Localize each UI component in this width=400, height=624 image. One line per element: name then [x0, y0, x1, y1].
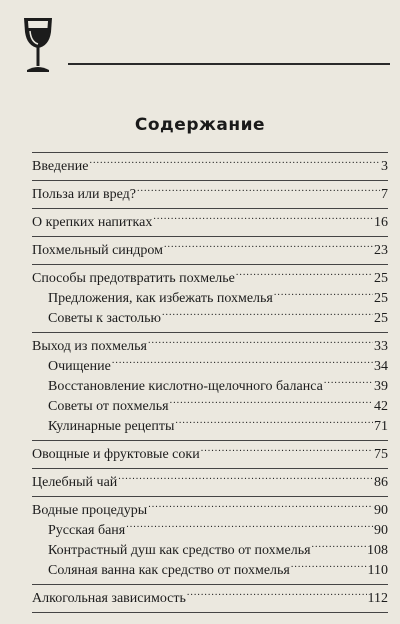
toc-entry: [32, 268, 388, 288]
toc-entry: [32, 336, 388, 356]
dot-leader: [274, 288, 373, 302]
toc-entry-label: Водные процедуры: [32, 503, 148, 518]
dot-leader: [89, 156, 380, 170]
toc-section: [32, 209, 388, 237]
toc-section: [32, 333, 388, 441]
toc-page-number: 90: [374, 503, 388, 518]
dot-leader: [312, 540, 366, 554]
toc-section: [32, 469, 388, 497]
toc-subentry: [32, 396, 388, 416]
toc-entry-label: Алкогольная зависимость: [32, 591, 186, 606]
toc-entry-label: Выход из похмелья: [32, 339, 147, 354]
header-rule: [68, 63, 390, 65]
dot-leader: [162, 308, 373, 322]
toc-entry: [32, 240, 388, 260]
toc-subentry: [32, 356, 388, 376]
toc-page-number: 34: [374, 359, 388, 374]
toc-entry-label: Похмельный синдром: [32, 243, 164, 258]
wine-glass-icon: [20, 14, 56, 76]
toc-section: [32, 497, 388, 585]
dot-leader: [236, 268, 373, 282]
toc-page-number: 16: [374, 215, 388, 230]
toc-page-number: 90: [374, 523, 388, 538]
toc-subentry: [32, 416, 388, 436]
toc-section: [32, 237, 388, 265]
toc-entry-label: Способы предотвратить похмелье: [32, 271, 235, 286]
toc-entry-label: О крепких напитках: [32, 215, 153, 230]
toc-subentry: [32, 376, 388, 396]
toc-page-number: 71: [374, 419, 388, 434]
toc-entry-label: Польза или вред?: [32, 187, 136, 202]
toc-entry-label: Целебный чай: [32, 475, 118, 490]
dot-leader: [291, 560, 367, 574]
toc-page-number: 25: [374, 271, 388, 286]
toc-page-number: 7: [381, 187, 388, 202]
dot-leader: [118, 472, 373, 486]
dot-leader: [187, 588, 367, 602]
toc-page-number: 112: [367, 591, 388, 606]
toc-entry-label: Предложения, как избежать похмелья: [48, 291, 273, 306]
toc-entry-label: Кулинарные рецепты: [48, 419, 175, 434]
toc-entry: [32, 588, 388, 608]
dot-leader: [175, 416, 373, 430]
toc-entry-label: Очищение: [48, 359, 111, 374]
dot-leader: [170, 396, 373, 410]
toc-entry-label: Овощные и фруктовые соки: [32, 447, 200, 462]
toc-section: [32, 441, 388, 469]
toc-entry-label: Советы к застолью: [48, 311, 161, 326]
toc-entry: [32, 500, 388, 520]
toc-entry-label: Русская баня: [48, 523, 126, 538]
toc-subentry: [32, 560, 388, 580]
toc-section: [32, 181, 388, 209]
toc-entry-label: Советы от похмелья: [48, 399, 169, 414]
toc-entry-label: Контрастный душ как средство от похмелья: [48, 543, 311, 558]
toc-entry-label: Введение: [32, 159, 89, 174]
toc-section: [32, 265, 388, 333]
toc-page-number: 110: [367, 563, 388, 578]
dot-leader: [137, 184, 380, 198]
toc-entry: [32, 444, 388, 464]
toc-page-number: 42: [374, 399, 388, 414]
toc-subentry: [32, 308, 388, 328]
dot-leader: [164, 240, 373, 254]
dot-leader: [112, 356, 373, 370]
toc-subentry: [32, 288, 388, 308]
toc-entry-label: Восстановление кислотно-щелочного баланса: [48, 379, 323, 394]
toc-page-number: 108: [367, 543, 388, 558]
toc-page-number: 33: [374, 339, 388, 354]
dot-leader: [324, 376, 373, 390]
toc-entry: [32, 472, 388, 492]
contents-title: Содержание: [134, 115, 266, 135]
toc-page-number: 39: [374, 379, 388, 394]
dot-leader: [126, 520, 373, 534]
toc-subentry: [32, 540, 388, 560]
dot-leader: [148, 500, 373, 514]
toc-page-number: 75: [374, 447, 388, 462]
toc-entry: [32, 212, 388, 232]
toc-entry: [32, 156, 388, 176]
toc-page-number: 3: [381, 159, 388, 174]
toc-entry: [32, 184, 388, 204]
dot-leader: [201, 444, 373, 458]
toc-page-number: 23: [374, 243, 388, 258]
toc-page-number: 86: [374, 475, 388, 490]
dot-leader: [148, 336, 373, 350]
dot-leader: [153, 212, 373, 226]
toc-section: [32, 152, 388, 181]
toc-page-number: 25: [374, 291, 388, 306]
table-of-contents: [32, 152, 388, 613]
toc-page-number: 25: [374, 311, 388, 326]
toc-subentry: [32, 520, 388, 540]
toc-entry-label: Соляная ванна как средство от похмелья: [48, 563, 290, 578]
toc-section: [32, 585, 388, 613]
